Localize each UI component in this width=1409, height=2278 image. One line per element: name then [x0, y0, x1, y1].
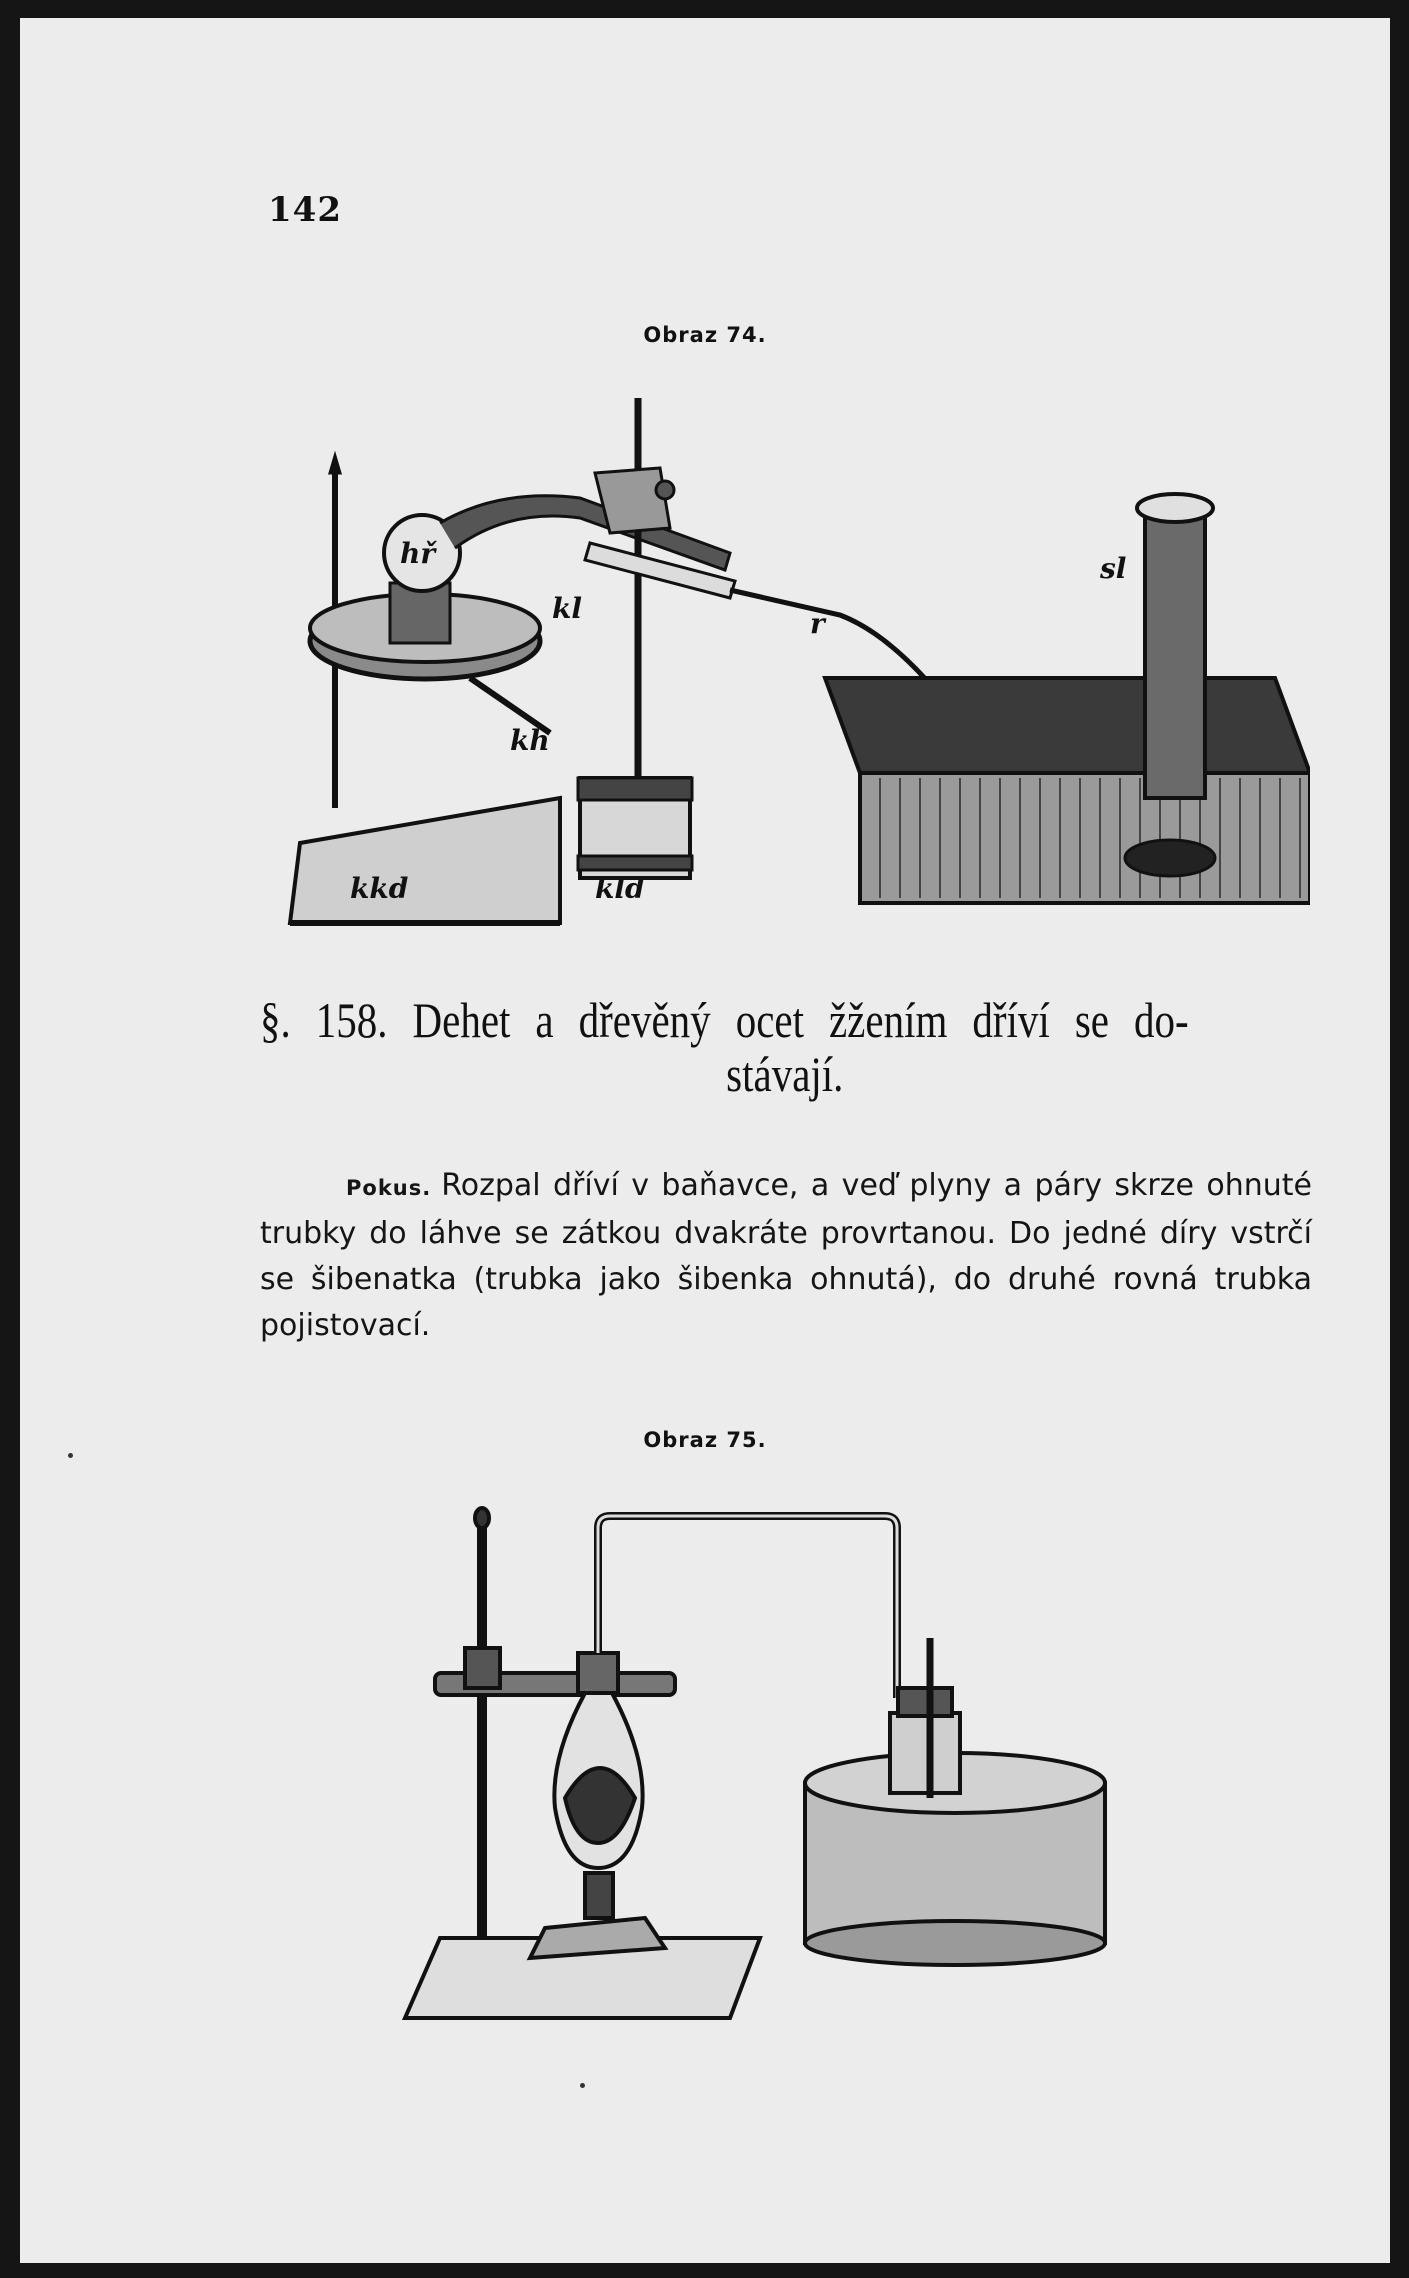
- experiment-label: Pokus.: [346, 1176, 432, 1200]
- label-r: r: [810, 607, 825, 640]
- figure-75-caption: Obraz 75.: [643, 1428, 767, 1452]
- book-page: [20, 18, 1390, 2263]
- experiment-paragraph: [260, 1163, 1312, 1349]
- section-heading-line2: stávají.: [726, 1046, 844, 1102]
- figure-74-caption: Obraz 74.: [643, 323, 767, 347]
- section-heading: [260, 992, 1189, 1102]
- experiment-text: Rozpal dříví v baňavce, a veď plyny a páry skrze ohnuté trubky do láhve se zátkou dvakráte provrtanou. Do jedné díry vstrčí se šibenatka (trubka jako šibenka ohnutá), do druhé rovná trubka pojistovací.: [260, 1168, 1312, 1343]
- label-hr: hř: [400, 537, 436, 570]
- figure-74-illustration: [260, 378, 1310, 938]
- figure-75-illustration: [400, 1498, 1120, 2038]
- print-speck: [68, 1453, 73, 1458]
- print-speck: [580, 2083, 585, 2088]
- label-kh: kh: [510, 724, 550, 757]
- label-kl: kl: [552, 592, 583, 625]
- label-kkd: kkd: [350, 872, 409, 905]
- section-heading-line1: §. 158. Dehet a dřevěný ocet žžením dříví se do-: [260, 992, 1189, 1048]
- label-kld: kld: [595, 872, 645, 905]
- label-sl: sl: [1100, 552, 1127, 585]
- page-number: 142: [268, 190, 342, 230]
